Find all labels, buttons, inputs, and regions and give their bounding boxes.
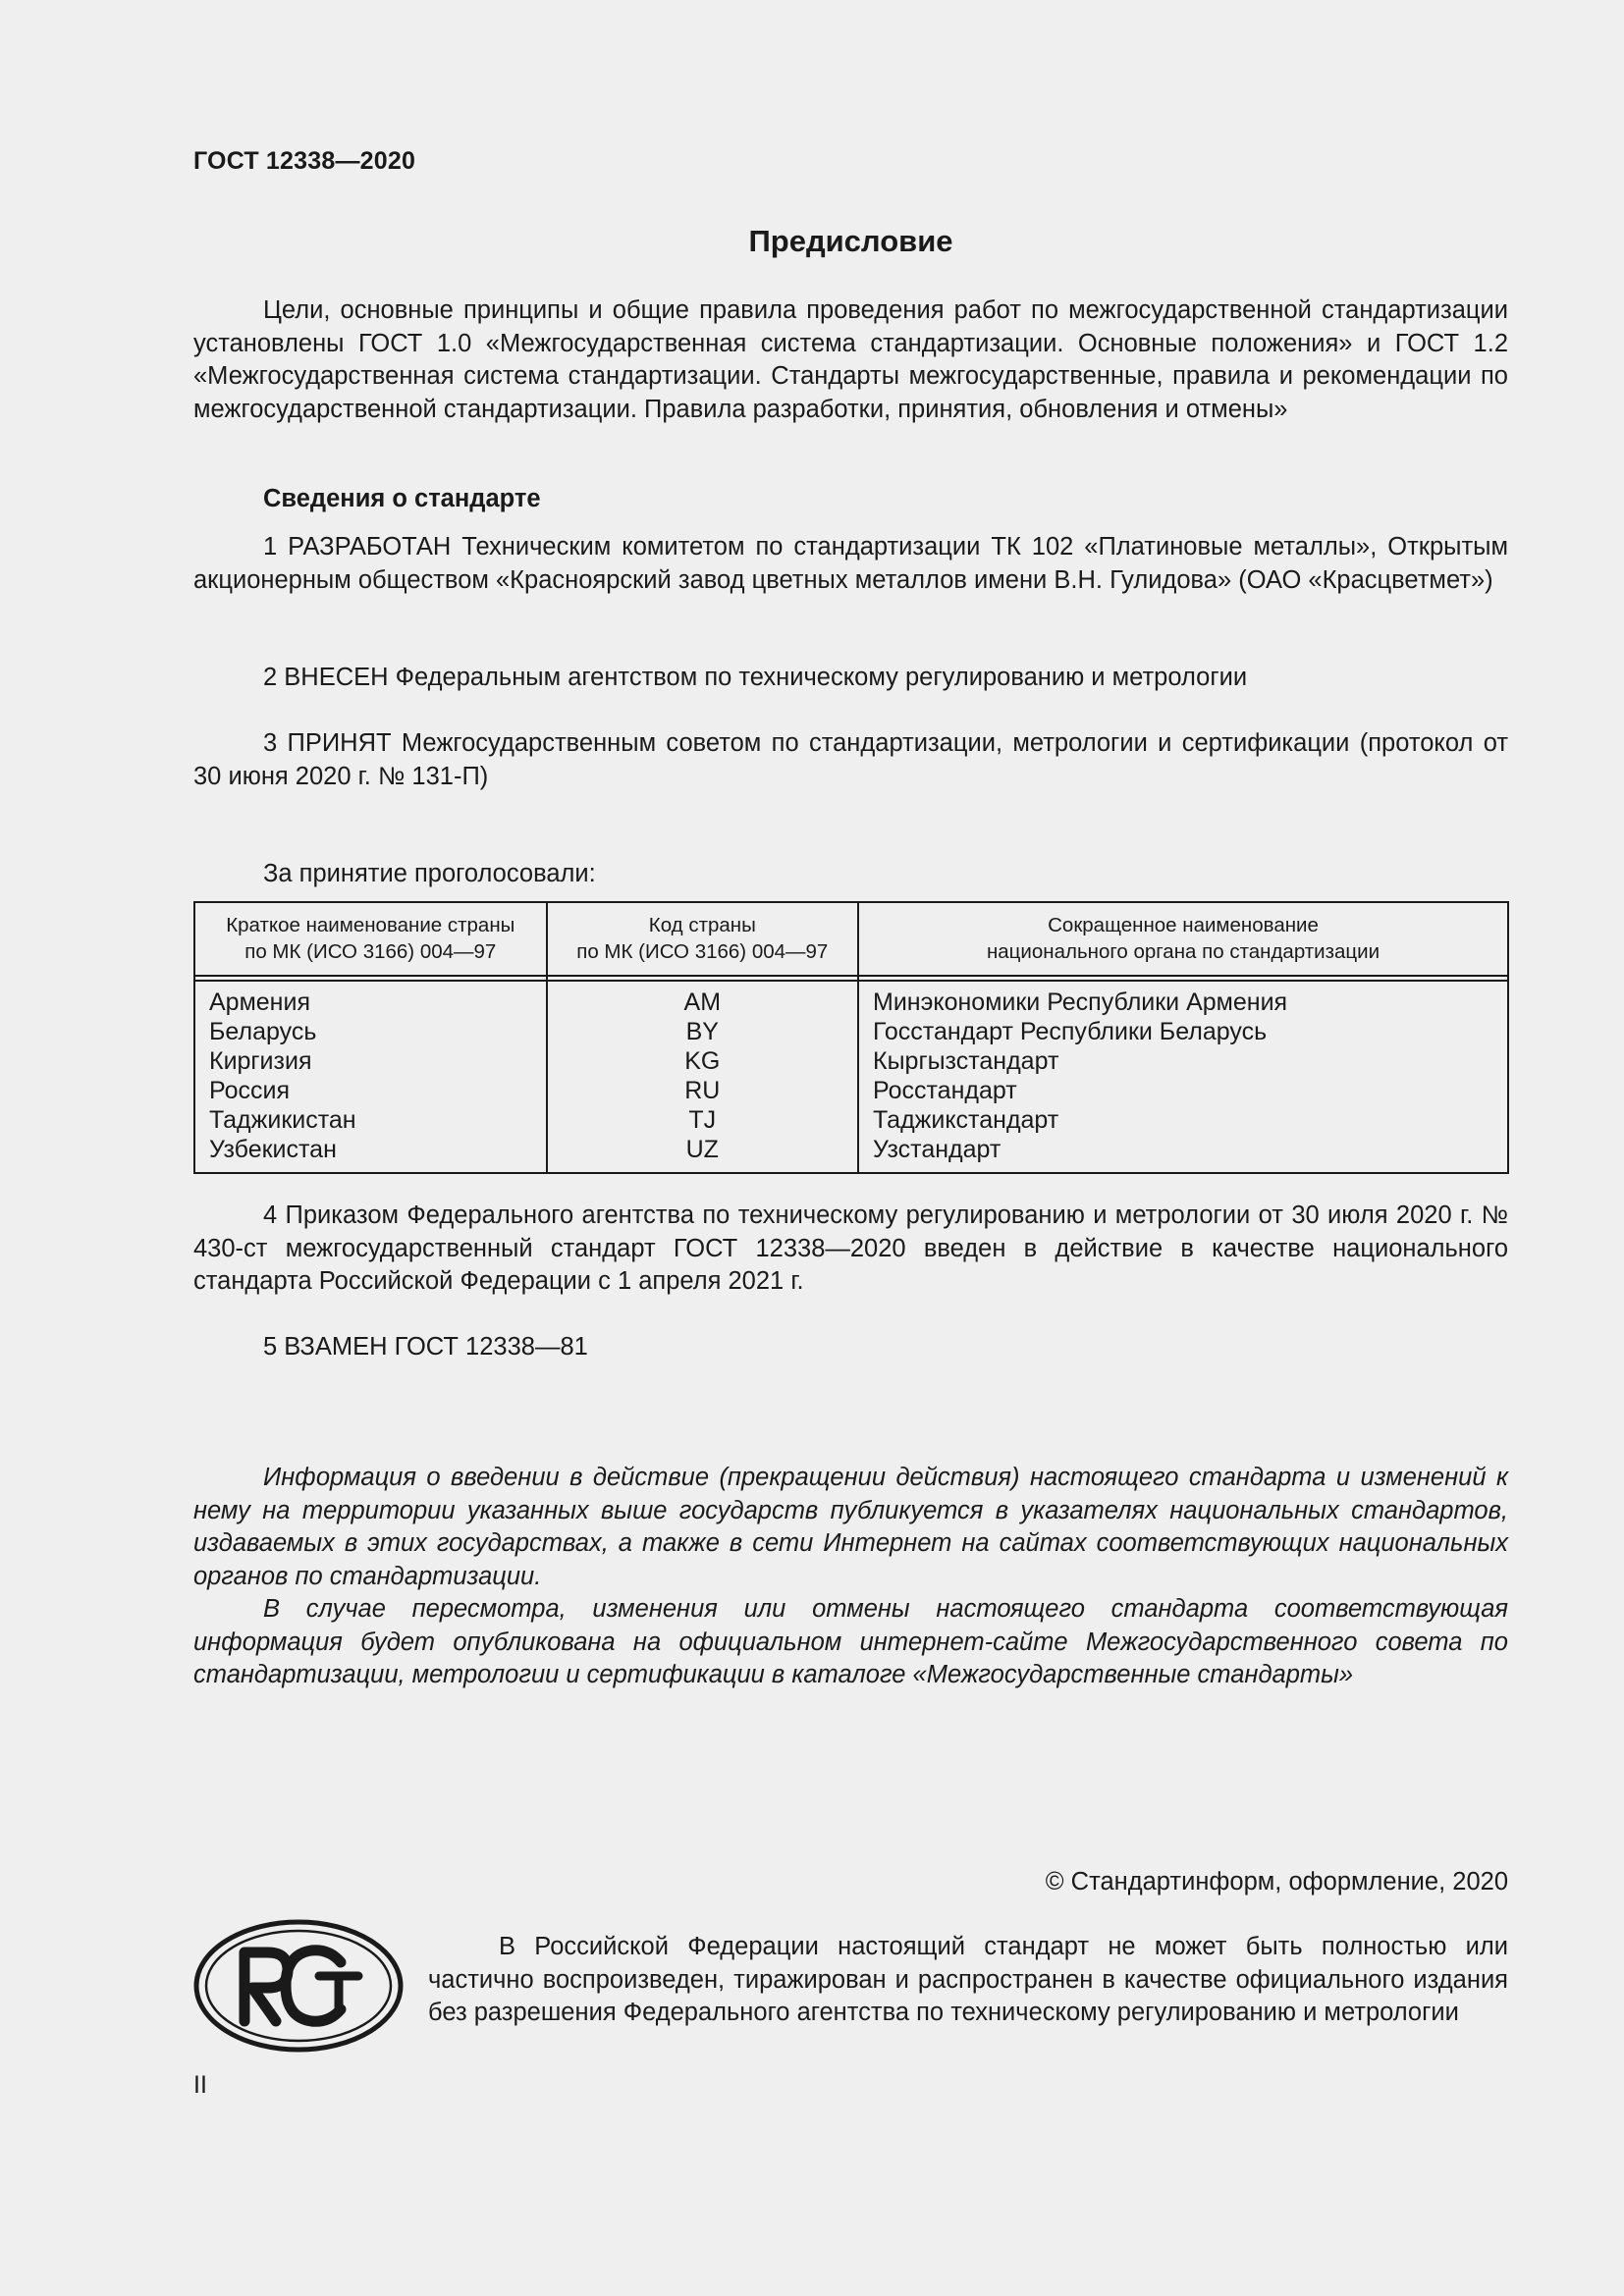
vote-table-header-country: Краткое наименование страны по МК (ИСО 3166) 004—97	[194, 902, 547, 976]
country-code: UZ	[547, 1135, 858, 1173]
country-name: Беларусь	[194, 1017, 547, 1046]
copyright-line: © Стандартинформ, оформление, 2020	[1045, 1868, 1508, 1896]
info-item-4: 4 Приказом Федерального агентства по техническому регулированию и метрологии от 30 июля 2020 г. № 430-ст межгосударственный стандарт ГОСТ 12338—2020 введен в действие в качестве национального стандарта Российской Федерации с 1 апреля 2021 г.	[193, 1201, 1508, 1295]
vote-table-header-row	[194, 902, 1508, 976]
vote-table	[193, 901, 1509, 1174]
table-row	[194, 981, 1508, 1017]
country-code: RU	[547, 1076, 858, 1105]
country-name: Таджикистан	[194, 1105, 547, 1135]
rst-certification-mark-icon	[193, 1919, 404, 2053]
table-row	[194, 1017, 1508, 1046]
agency-name: Росстандарт	[858, 1076, 1508, 1105]
agency-name: Минэкономики Республики Армения	[858, 981, 1508, 1017]
country-name: Узбекистан	[194, 1135, 547, 1173]
info-item-4-block	[193, 1200, 1508, 1299]
info-item-5-block	[193, 1331, 1508, 1364]
country-name: Армения	[194, 981, 547, 1017]
document-code: ГОСТ 12338—2020	[193, 147, 416, 175]
country-code: BY	[547, 1017, 858, 1046]
info-item-3-block	[193, 727, 1508, 793]
vote-intro-block	[193, 858, 1508, 891]
italic-note-1: Информация о введении в действие (прекращении действия) настоящего стандарта и изменений к нему на территории указанных выше государств публикуется в указателях национальных стандартов, издаваемых в этих государствах, а также в сети Интернет на сайтах соответствующих национальных органов по стандартизации.	[193, 1464, 1508, 1590]
info-item-1-block	[193, 531, 1508, 597]
country-code: KG	[547, 1046, 858, 1076]
intro-paragraph: Цели, основные принципы и общие правила проведения работ по межгосударственной стандартизации установлены ГОСТ 1.0 «Межгосударственная система стандартизации. Основные положения» и ГОСТ 1.2 «Межгосударственная система стандартизации. Стандарты межгосударственные, правила и рекомендации по межгосударственной стандартизации. Правила разработки, принятия, обновления и отмены»	[193, 296, 1508, 423]
country-name: Киргизия	[194, 1046, 547, 1076]
italic-notes-block	[193, 1462, 1508, 1692]
country-code: TJ	[547, 1105, 858, 1135]
info-heading-block	[193, 483, 1508, 516]
vote-table-header-code: Код страны по МК (ИСО 3166) 004—97	[547, 902, 858, 976]
info-item-3: 3 ПРИНЯТ Межгосударственным советом по стандартизации, метрологии и сертификации (протокол от 30 июня 2020 г. № 131-П)	[193, 729, 1508, 790]
intro-paragraph-block	[193, 294, 1508, 426]
country-name: Россия	[194, 1076, 547, 1105]
info-item-1: 1 РАЗРАБОТАН Техническим комитетом по стандартизации ТК 102 «Платиновые металлы», Открытым акционерным обществом «Красноярский завод цветных металлов имени В.Н. Гулидова» (ОАО «Красцветмет»)	[193, 533, 1508, 594]
copyright-notice-block	[428, 1931, 1508, 2030]
italic-note-2: В случае пересмотра, изменения или отмены настоящего стандарта соответствующая информация будет опубликована на официальном интернет-сайте Межгосударственного совета по стандартизации, метрологии и сертификации в каталоге «Межгосударственные стандарты»	[193, 1595, 1508, 1688]
page-title: Предисловие	[748, 224, 953, 258]
page-number: II	[193, 2071, 207, 2099]
table-row	[194, 1135, 1508, 1173]
vote-table-header-agency: Сокращенное наименование национального органа по стандартизации	[858, 902, 1508, 976]
info-item-2: 2 ВНЕСЕН Федеральным агентством по техническому регулированию и метрологии	[263, 664, 1248, 691]
info-heading: Сведения о стандарте	[263, 485, 541, 512]
table-row	[194, 1046, 1508, 1076]
info-item-2-block	[193, 662, 1508, 695]
agency-name: Узстандарт	[858, 1135, 1508, 1173]
agency-name: Кыргызстандарт	[858, 1046, 1508, 1076]
agency-name: Госстандарт Республики Беларусь	[858, 1017, 1508, 1046]
copyright-notice: В Российской Федерации настоящий стандарт не может быть полностью или частично воспроизведен, тиражирован и распространен в качестве официального издания без разрешения Федерального агентства по техническому регулированию и метрологии	[428, 1933, 1508, 2026]
country-code: AM	[547, 981, 858, 1017]
table-row	[194, 1105, 1508, 1135]
table-row	[194, 1076, 1508, 1105]
agency-name: Таджикстандарт	[858, 1105, 1508, 1135]
vote-intro: За принятие проголосовали:	[263, 860, 596, 887]
info-item-5: 5 ВЗАМЕН ГОСТ 12338—81	[263, 1333, 588, 1361]
